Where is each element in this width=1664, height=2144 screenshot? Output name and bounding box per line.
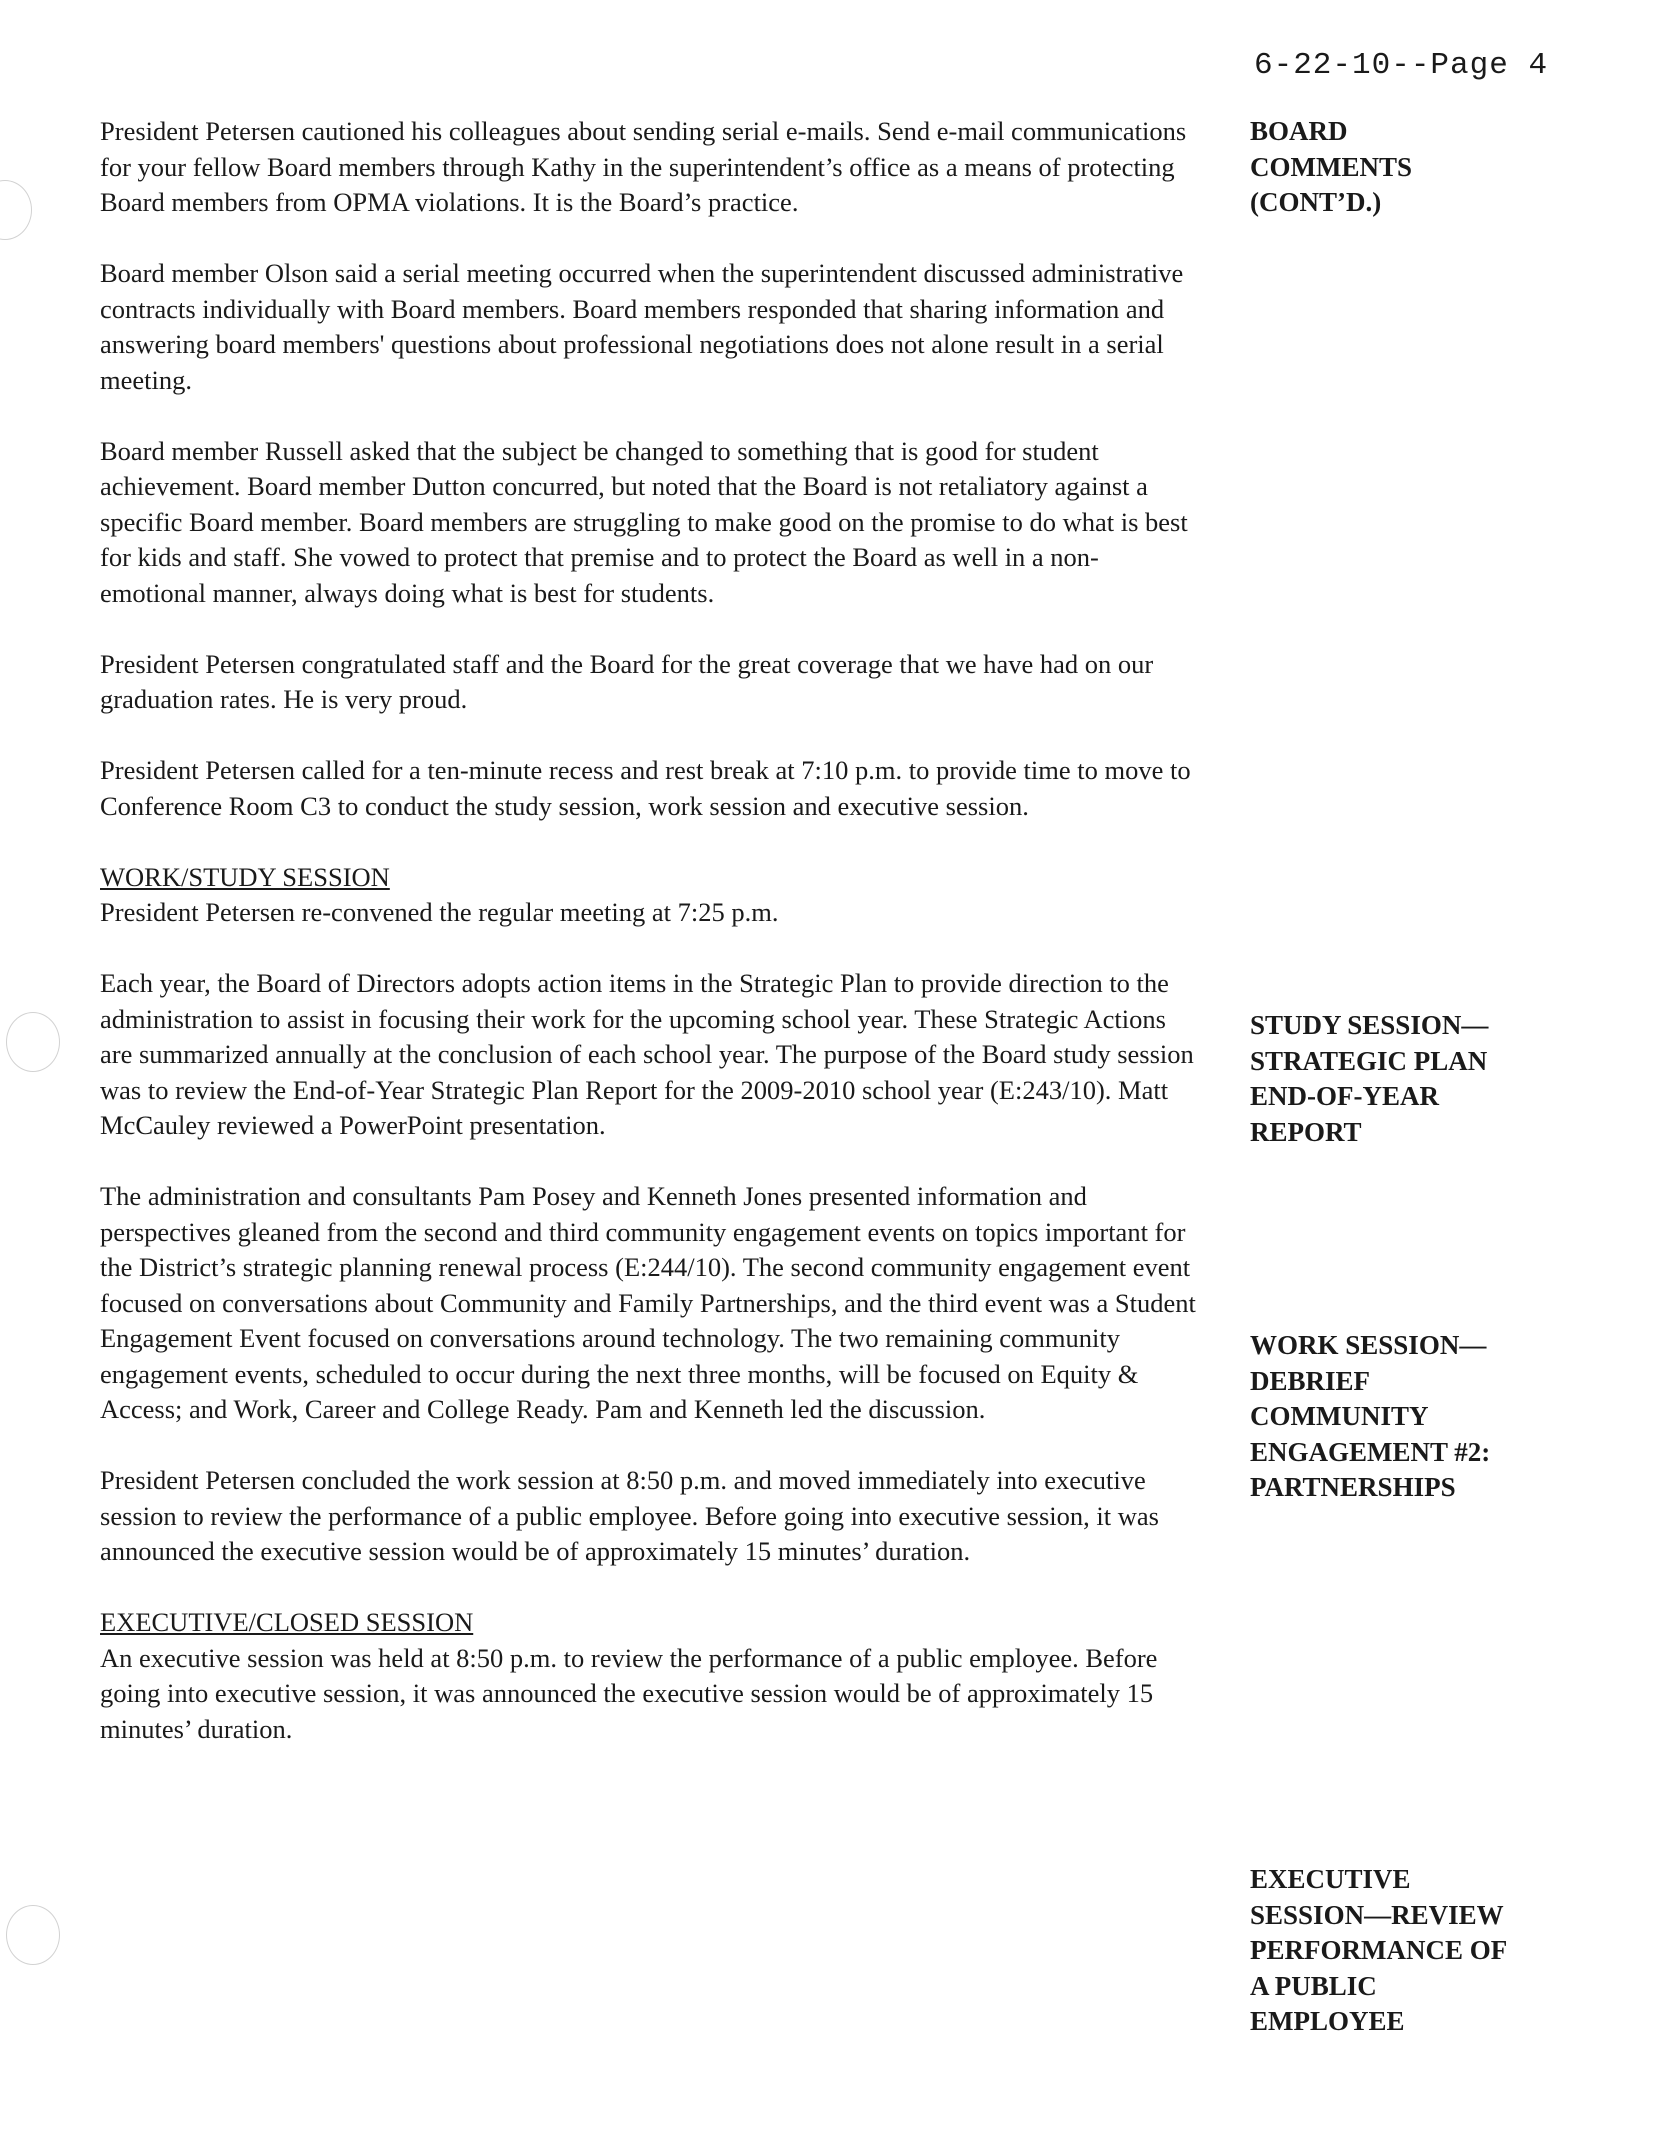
paragraph-russell: Board member Russell asked that the subject be changed to something that is good for student achievement. Board member Dutton concurred, but noted that the Board is not retaliatory against a specific Board member. Board members are struggling to make good on the promise to do what is best for kids and staff. She vowed to protect that premise and to protect the Board as well in a non-emotional manner, always doing what is best for students. [100, 435, 1188, 608]
main-content [100, 114, 1200, 1783]
punch-hole-middle [6, 1012, 60, 1072]
paragraph-serial-emails: President Petersen cautioned his colleagues about sending serial e-mails. Send e-mail communications for your fellow Board members through Kathy in the superintendent’s office as a means of protecting Board members from OPMA violations. It is the Board’s practice. [100, 116, 1187, 217]
side-heading-study-session: STUDY SESSION— STRATEGIC PLAN END-OF-YEAR REPORT [1250, 1010, 1489, 1147]
section-title-executive: EXECUTIVE/CLOSED SESSION [100, 1607, 474, 1637]
paragraph-community-engagement: The administration and consultants Pam Posey and Kenneth Jones presented information and perspectives gleaned from the second and third community engagement events on topics important for the District’s strategic planning renewal process (E:244/10). The second community engagement event focused on conversations about Community and Family Partnerships, and the third event was a Student Engagement Event focused on conversations around technology. The two remaining community engagement events, scheduled to occur during the next three months, will be focused on Equity & Access; and Work, Career and College Ready. Pam and Kenneth led the discussion. [100, 1181, 1196, 1424]
punch-hole-bottom [6, 1905, 60, 1965]
punch-hole-top [0, 180, 32, 240]
paragraph-recess: President Petersen called for a ten-minute recess and rest break at 7:10 p.m. to provide time to move to Conference Room C3 to conduct the study session, work session and executive session. [100, 755, 1191, 821]
side-heading-work-session: WORK SESSION— DEBRIEF COMMUNITY ENGAGEMENT #2: PARTNERSHIPS [1250, 1330, 1491, 1502]
side-heading-board-comments: BOARD COMMENTS (CONT’D.) [1250, 116, 1412, 217]
paragraph-graduation: President Petersen congratulated staff and the Board for the great coverage that we have had on our graduation rates. He is very proud. [100, 648, 1154, 714]
paragraph-olson: Board member Olson said a serial meeting occurred when the superintendent discussed administrative contracts individually with Board members. Board members responded that sharing information and answering board members' questions about professional negotiations does not alone result in a serial meeting. [100, 258, 1184, 395]
paragraph-work-session-concluded: President Petersen concluded the work session at 8:50 p.m. and moved immediately into executive session to review the performance of a public employee. Before going into executive session, it was announced the executive session would be of approximately 15 minutes’ duration. [100, 1465, 1159, 1566]
section-title-work-study: WORK/STUDY SESSION [100, 861, 390, 892]
side-heading-executive-session: EXECUTIVE SESSION—REVIEW PERFORMANCE OF A PUBLIC EMPLOYEE [1250, 1864, 1508, 2036]
paragraph-reconvene: President Petersen re-convened the regular meeting at 7:25 p.m. [100, 897, 779, 927]
paragraph-strategic-plan: Each year, the Board of Directors adopts action items in the Strategic Plan to provide direction to the administration to assist in focusing their work for the upcoming school year. These Strategic Actions are summarized annually at the conclusion of each school year. The purpose of the Board study session was to review the End-of-Year Strategic Plan Report for the 2009-2010 school year (E:243/10). Matt McCauley reviewed a PowerPoint presentation. [100, 968, 1194, 1140]
paragraph-executive-session: An executive session was held at 8:50 p.m. to review the performance of a public employee. Before going into executive session, it was announced the executive session would be of approximately 15 minutes’ duration. [100, 1642, 1158, 1744]
page-header: 6-22-10--Page 4 [1254, 48, 1549, 83]
